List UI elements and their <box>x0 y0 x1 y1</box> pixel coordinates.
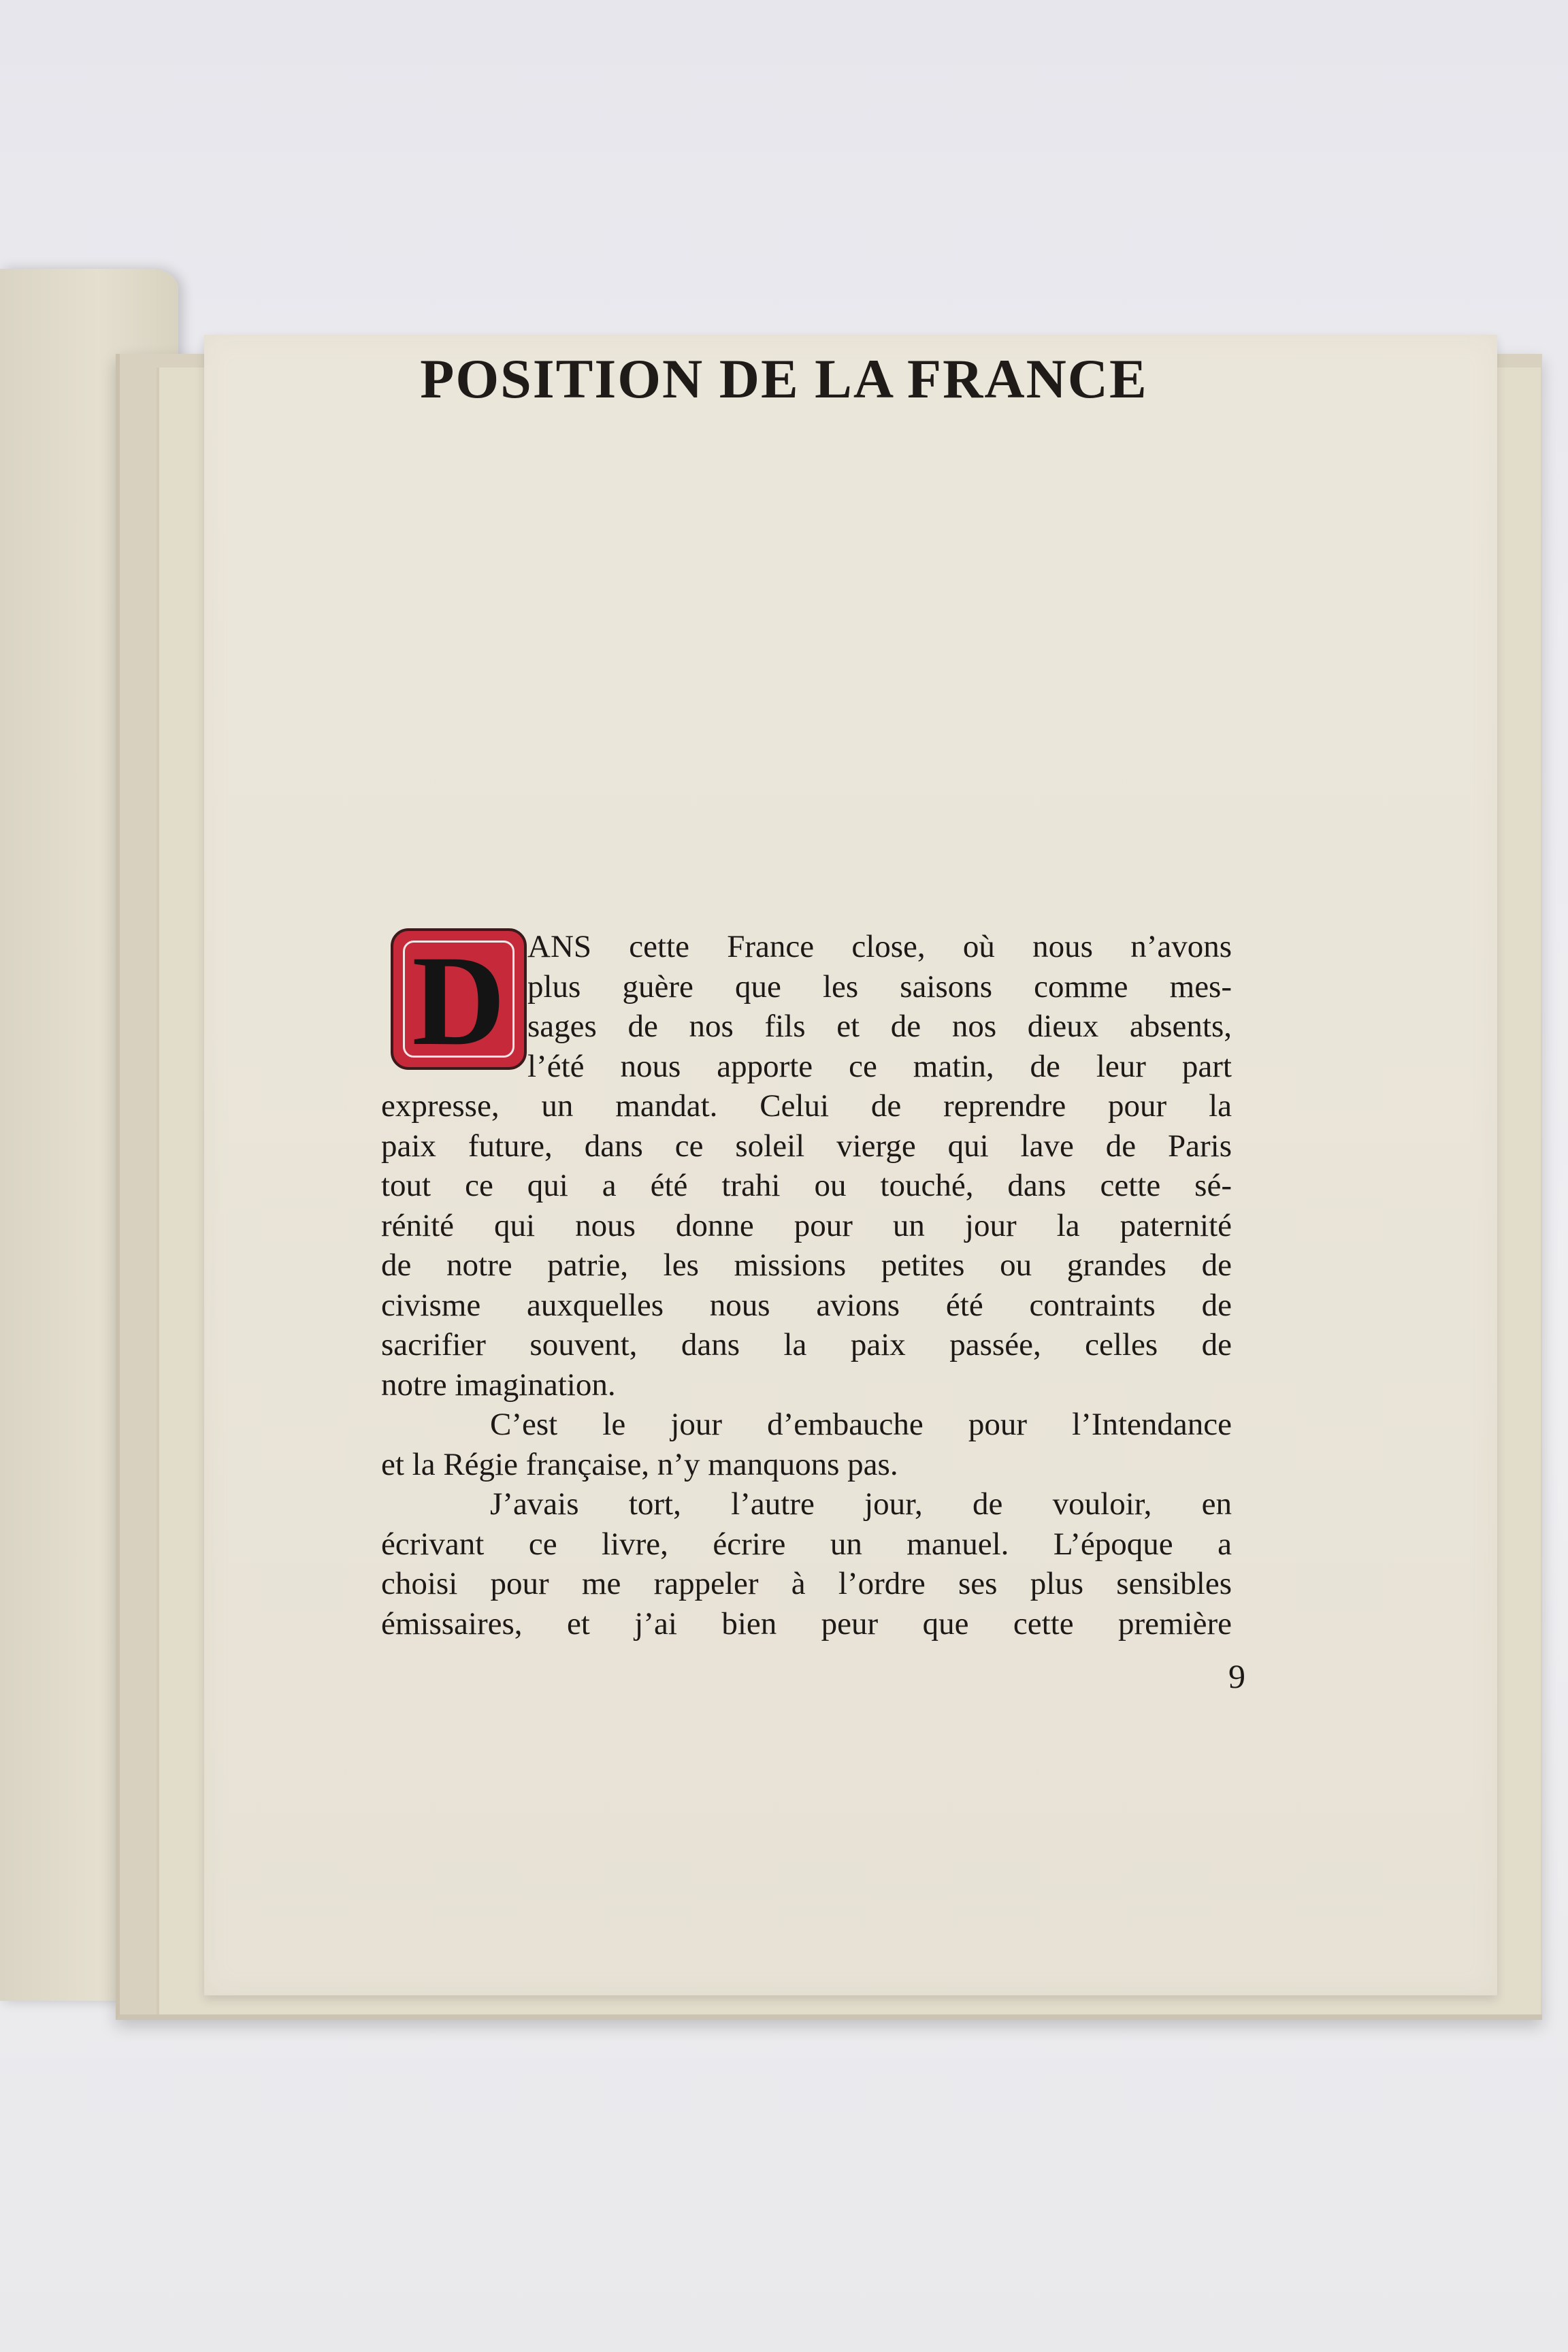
text-line: écrivant ce livre, écrire un manuel. L’époque a <box>381 1526 1232 1562</box>
text-line: paix future, dans ce soleil vierge qui lave de Paris <box>381 1128 1232 1164</box>
text-line: rénité qui nous donne pour un jour la paternité <box>381 1207 1232 1243</box>
text-line: expresse, un mandat. Celui de reprendre pour la <box>381 1088 1232 1124</box>
text-line: sacrifier souvent, dans la paix passée, celles de <box>381 1327 1232 1362</box>
text-line: ANS cette France close, où nous n’avons <box>527 929 1232 964</box>
drop-cap-letter: D <box>412 930 506 1073</box>
page-number: 9 <box>1228 1657 1245 1695</box>
text-line: plus guère que les saisons comme mes- <box>527 968 1232 1004</box>
text-line: l’été nous apporte ce matin, de leur part <box>527 1048 1232 1084</box>
text-line: J’avais tort, l’autre jour, de vouloir, en <box>490 1486 1232 1522</box>
text-line: C’est le jour d’embauche pour l’Intendance <box>490 1407 1232 1442</box>
text-line: et la Régie française, n’y manquons pas. <box>381 1446 898 1482</box>
text-line: tout ce qui a été trahi ou touché, dans cette sé- <box>381 1168 1232 1203</box>
text-line: choisi pour me rappeler à l’ordre ses plus sensibles <box>381 1566 1232 1601</box>
text-line: sages de nos fils et de nos dieux absents, <box>527 1009 1232 1044</box>
text-line: civisme auxquelles nous avions été contraints de <box>381 1287 1232 1323</box>
body-text <box>381 927 1232 1644</box>
text-line: émissaires, et j’ai bien peur que cette première <box>381 1605 1232 1642</box>
text-line: notre imagination. <box>381 1367 616 1403</box>
text-line: de notre patrie, les missions petites ou grandes de <box>381 1247 1232 1283</box>
chapter-title: POSITION DE LA FRANCE <box>420 348 1148 410</box>
